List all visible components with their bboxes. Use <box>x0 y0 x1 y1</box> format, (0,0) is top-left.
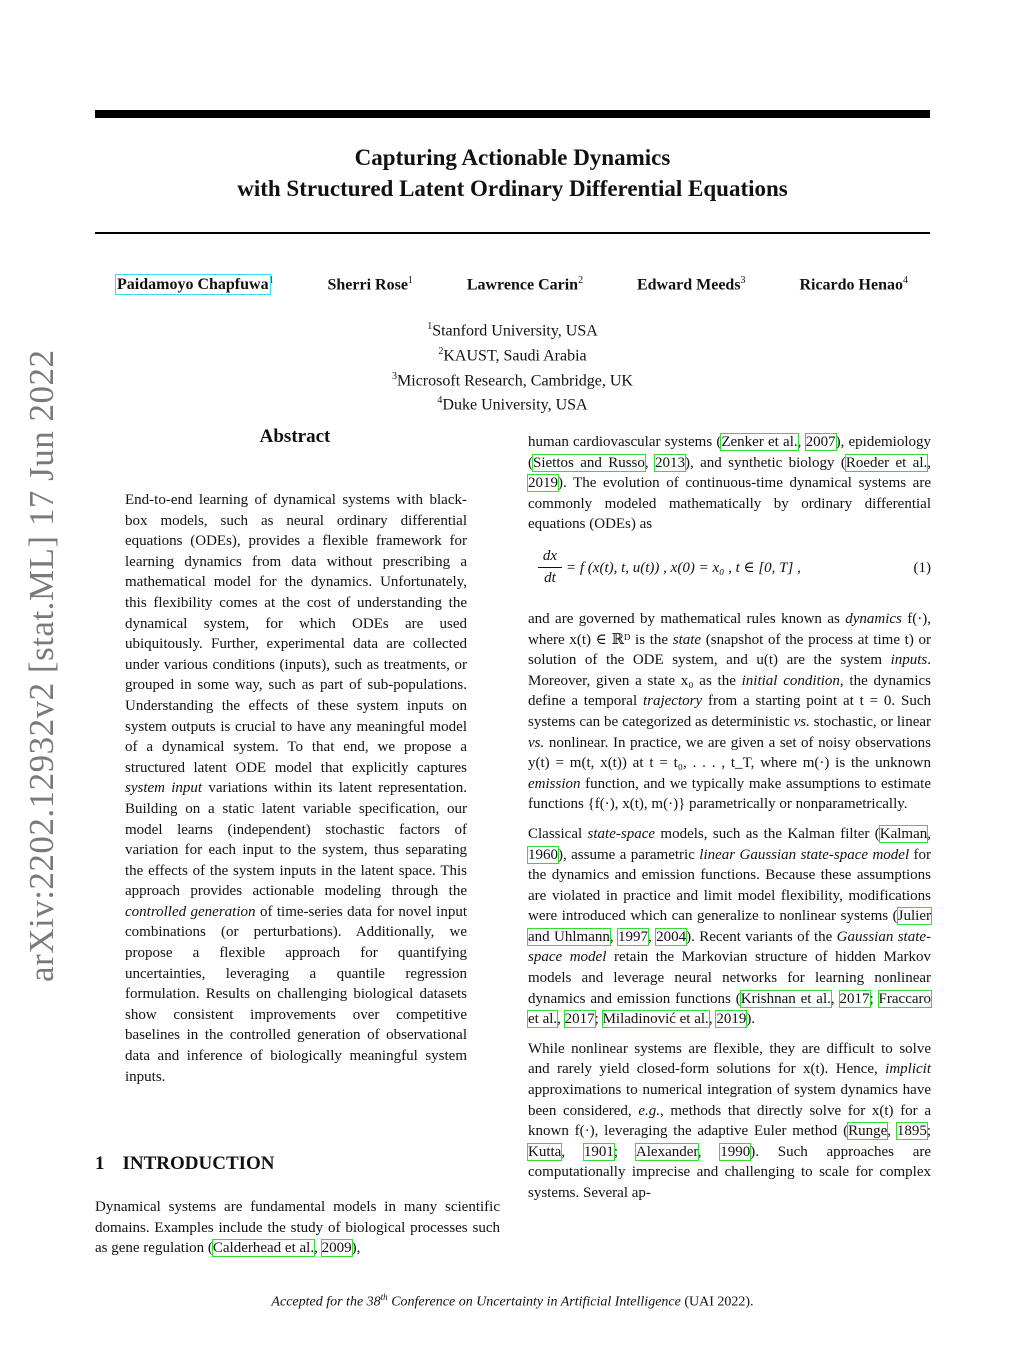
body-text: models, such as the Kalman filter ( <box>655 825 880 842</box>
citation-link[interactable]: Runge <box>848 1123 888 1140</box>
intro-text: Dynamical systems are fundamental models in many scientific domains. Examples include the study of biological processes such as gene regulation ( <box>95 1199 500 1257</box>
body-text: for the dynamics and emission functions. Because these assumptions are violated in practice and limit model flexibility, modifications were introduced which can generalize to nonlinear systems ( <box>528 846 932 925</box>
affiliations <box>95 317 930 416</box>
affiliation-2 <box>95 342 930 367</box>
author-name: Edward Meeds <box>636 276 741 294</box>
body-emphasis: state <box>672 631 702 648</box>
abstract-body <box>125 490 467 1087</box>
body-text: human cardiovascular systems ( <box>528 434 722 450</box>
citation-separator: , <box>647 928 657 945</box>
affiliation-text: Stanford University, USA <box>432 322 598 340</box>
intro-text: ), <box>351 1240 361 1257</box>
affiliation-3 <box>95 367 930 392</box>
affiliation-number: 1 <box>427 321 433 332</box>
author-link[interactable]: Paidamoyo Chapfuwa <box>117 276 269 294</box>
equation-fraction <box>538 547 562 588</box>
citation-link[interactable]: Fraccaro et al. <box>528 990 932 1028</box>
title-line-1: Capturing Actionable Dynamics <box>354 145 671 170</box>
body-emphasis: dynamics <box>845 610 902 627</box>
author-1[interactable] <box>117 275 274 297</box>
body-emphasis: state-space <box>587 825 656 842</box>
paragraph-1 <box>528 432 931 535</box>
section-title: INTRODUCTION <box>122 1153 275 1174</box>
author-5 <box>799 275 908 297</box>
fraction-bar <box>538 567 562 568</box>
citation-year-link[interactable]: 1990 <box>720 1143 751 1160</box>
citation-separator: ; <box>869 990 879 1007</box>
body-emphasis: Gaussian state-space model <box>528 928 932 966</box>
body-text: , methods that directly solve for x(t) for a known f(·), leveraging the adaptive Euler method ( <box>528 1102 931 1140</box>
affiliation-number: 3 <box>392 370 398 382</box>
citation-year-link[interactable]: 2017 <box>839 990 870 1007</box>
citation-link[interactable]: Kalman <box>879 825 928 842</box>
affiliation-number: 4 <box>437 395 443 407</box>
body-emphasis: inputs <box>890 652 928 669</box>
conference-footer <box>95 1292 930 1311</box>
body-text: retain the Markovian structure of hidden Markov models and leverage neural networks for learning nonlinear dynamics and emission functions ( <box>528 949 931 1007</box>
author-name: Ricardo Henao <box>799 276 903 294</box>
equation-denominator: dt <box>544 569 556 586</box>
body-text: ), epidemiology ( <box>528 434 932 471</box>
citation-link[interactable]: Roeder et al. <box>845 454 928 471</box>
abstract-emphasis: controlled generation <box>125 903 256 920</box>
citation-year-link[interactable]: 2009 <box>321 1240 352 1257</box>
paper-title <box>95 142 930 204</box>
body-emphasis: initial condition <box>741 672 840 689</box>
citation-separator: , <box>697 1143 721 1160</box>
equation-numerator: dx <box>542 547 558 564</box>
body-text: . Moreover, given a state x₀ as the <box>528 652 931 689</box>
body-text: ), assume a parametric <box>558 846 700 863</box>
citation-year-link[interactable]: 2019 <box>528 475 558 492</box>
citation-year-link[interactable]: 1895 <box>896 1123 927 1140</box>
affiliation-text: Duke University, USA <box>442 396 588 414</box>
affiliation-text: KAUST, Saudi Arabia <box>443 347 587 365</box>
citation-year-link[interactable]: 1960 <box>528 846 558 863</box>
abstract-heading: Abstract <box>259 426 331 447</box>
author-name: Lawrence Carin <box>466 276 579 294</box>
author-affiliation-mark: 4 <box>903 275 908 286</box>
affiliation-number: 2 <box>438 345 444 357</box>
footer-text: Conference on Uncertainty in Artificial Intelligence <box>387 1294 681 1310</box>
body-text: , the dynamics define a temporal <box>528 672 931 710</box>
body-text: While nonlinear systems are flexible, they are difficult to solve and rarely yield closed-form solutions for x(t). Hence, <box>528 1040 931 1078</box>
citation-separator: , <box>314 1240 322 1257</box>
body-emphasis: vs. <box>528 734 545 751</box>
citation-separator: ; <box>594 1011 603 1028</box>
citation-year-link[interactable]: 2019 <box>716 1011 747 1028</box>
body-text: from a starting point at t = 0. Such systems can be categorized as deterministic <box>528 693 931 730</box>
abstract-text: End-to-end learning of dynamical systems with black-box models, such as neural ordinary differential equations (ODEs), provides a flexible framework for learning dynamics from data without prescribing a mathematical model for the dynamics. Unfortunately, this flexibility comes at the cost of understanding the dynamical system, for which ODEs are used ubiquitously. Further, experimental data are collected under various conditions (inputs), such as treatments, or grouped in some way, such as part of sub-populations. Understanding the effects of these system inputs on system outputs is crucial to have any meaningful model of a dynamical system. To that end, we propose a structured latent ODE model that explicitly captures <box>125 492 467 776</box>
paragraph-3 <box>528 824 931 1030</box>
citation-separator: , <box>797 434 806 450</box>
equation-1 <box>528 547 931 595</box>
body-text: nonlinear. In practice, we are given a set of noisy observations y(t) = m(t, x(t)) at t = t₀, . . . , t_T, where m(·) is the unknown <box>528 734 931 772</box>
body-text: approximations to numerical integration of system dynamics have been considered, <box>528 1082 931 1119</box>
citation-link[interactable]: Kutta <box>528 1143 562 1160</box>
citation-link[interactable]: Alexander <box>635 1143 698 1160</box>
body-emphasis: linear Gaussian state-space model <box>699 846 910 863</box>
body-text: ). The evolution of continuous-time dynamical systems are commonly modeled mathematically by ordinary differential equations (ODEs) as <box>528 475 931 533</box>
citation-year-link[interactable]: 2013 <box>655 454 685 471</box>
citation-link[interactable]: Siettos and Russo <box>533 454 645 471</box>
citation-year-link[interactable]: 2007 <box>805 434 836 450</box>
body-emphasis: trajectory <box>642 693 703 710</box>
body-text: ). Such approaches are computationally imprecise and challenging to scale for complex systems. Several ap- <box>528 1143 932 1201</box>
citation-year-link[interactable]: 2017 <box>564 1011 595 1028</box>
body-text: (snapshot of the process at time t) or solution of the ODE system, and u(t) are the system <box>528 631 931 669</box>
top-rule <box>95 110 930 118</box>
citation-separator: , <box>561 1143 584 1160</box>
citation-separator: , <box>708 1011 717 1028</box>
author-name: Sherri Rose <box>327 276 408 294</box>
body-emphasis: emission <box>528 775 581 792</box>
citation-year-link[interactable]: 2004 <box>656 928 687 945</box>
affiliation-text: Microsoft Research, Cambridge, UK <box>397 371 633 389</box>
body-text: f(·), where x(t) ∈ ℝᴰ is the <box>528 610 931 648</box>
citation-link[interactable]: Calderhead et al. <box>212 1240 315 1257</box>
citation-separator: , <box>609 928 618 945</box>
author-list <box>95 275 930 297</box>
section-number: 1 <box>95 1153 105 1174</box>
citation-year-link[interactable]: 1997 <box>617 928 648 945</box>
affiliation-1 <box>95 317 930 342</box>
citation-separator: , <box>887 1123 897 1140</box>
citation-separator: , <box>557 1011 565 1028</box>
abstract-text: of time-series data for novel input combinations (or perturbations). Additionally, we propose a flexible approach for quantifying uncertainties, leveraging a quantile regression formulation. Results on challenging biological datasets show consistent improvements over competitive baselines in the controlled generation of observational data and inference of biologically meaningful system inputs. <box>125 903 467 1085</box>
citation-separator: , <box>927 454 931 471</box>
citation-link[interactable]: Julier and Uhlmann <box>528 908 931 945</box>
author-3 <box>467 275 583 297</box>
author-affiliation-mark: 3 <box>740 275 746 286</box>
body-emphasis: vs. <box>793 713 810 730</box>
section-heading <box>95 1153 275 1175</box>
author-affiliation-mark: 2 <box>578 275 584 286</box>
author-4 <box>637 275 746 297</box>
abstract-text: variations within its latent representation. Building on a static latent variable specification, our model learns (independent) stochastic factors of variation for each input to the system, thus separating the effects of the system inputs in the latent space. This approach provides actionable modeling through the <box>125 780 468 900</box>
citation-link[interactable]: Krishnan et al. <box>740 990 831 1007</box>
body-text: ), and synthetic biology ( <box>685 454 846 471</box>
citation-separator: , <box>830 990 840 1007</box>
equation-label: (1) <box>913 559 931 576</box>
affiliation-4 <box>95 391 930 416</box>
body-text: function, and we typically make assumptions to estimate functions {f(·), x(t), m(·)} parametrically or nonparametrically. <box>528 775 931 813</box>
citation-year-link[interactable]: 1901 <box>583 1143 614 1160</box>
citation-separator: , <box>927 825 931 842</box>
right-column <box>528 432 931 1213</box>
citation-link[interactable]: Miladinović et al. <box>602 1011 709 1028</box>
body-emphasis: implicit <box>885 1061 931 1078</box>
abstract-emphasis: system input <box>125 780 203 797</box>
equation-body: = f (x(t), t, u(t)) , x(0) = x₀ , t ∈ [0, T] , <box>566 559 801 576</box>
title-line-2: with Structured Latent Ordinary Differential Equations <box>237 176 788 201</box>
footer-text: (UAI 2022). <box>680 1294 754 1310</box>
body-text: ). <box>746 1011 756 1028</box>
author-affiliation-mark: 1 <box>407 275 413 286</box>
body-text: stochastic, or linear <box>809 713 931 730</box>
footer-superscript: th <box>380 1292 388 1302</box>
title-rule <box>95 232 930 234</box>
citation-link[interactable]: Zenker et al. <box>721 434 798 450</box>
body-text: ). Recent variants of the <box>686 928 837 945</box>
body-text: and are governed by mathematical rules known as <box>528 610 846 627</box>
paragraph-2 <box>528 609 931 815</box>
arxiv-side-identifier: arXiv:2202.12932v2 [stat.ML] 17 Jun 2022 <box>22 349 61 982</box>
intro-paragraph <box>95 1197 500 1259</box>
body-emphasis: e.g. <box>638 1102 660 1119</box>
author-affiliation-mark: 1 <box>268 275 274 286</box>
footer-text: Accepted for the 38 <box>271 1294 381 1310</box>
citation-separator: ; <box>613 1143 636 1160</box>
citation-separator: ; <box>926 1123 931 1140</box>
paragraph-4 <box>528 1039 931 1204</box>
author-2 <box>327 275 412 297</box>
citation-separator: , <box>644 454 655 471</box>
body-text: Classical <box>528 825 588 842</box>
